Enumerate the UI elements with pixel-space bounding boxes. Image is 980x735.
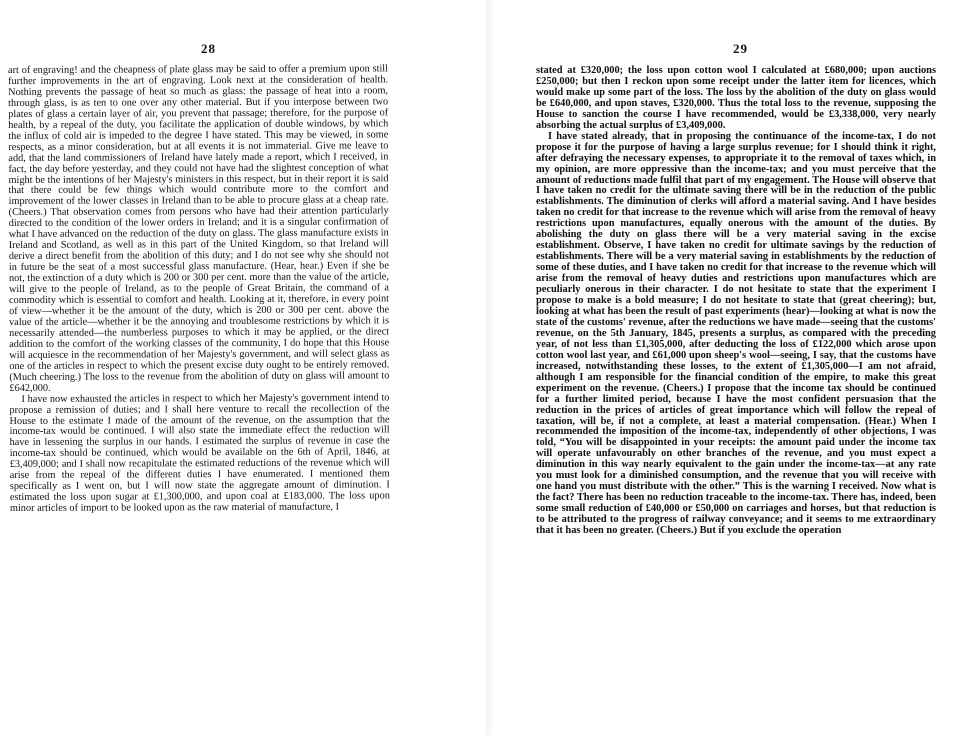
book-gutter — [486, 0, 494, 735]
paragraph: stated at £320,000; the loss upon cotton wool I calculated at £680,000; upon auctions £250,000; but then I reckon upon some receipt under the latter item for licences, which would make up some part of the loss. The loss by the abolition of the duty on glass would be £640,000, and upon staves, £320,000. Thus the total loss to the revenue, supposing the House to sanction the course I have recommended, would be £3,338,000, very nearly absorbing the actual surplus of £3,409,000. — [536, 65, 936, 131]
paragraph: I have stated already, that in proposing the continuance of the income-tax, I do not propose it for the purpose of having a large surplus revenue; for I should think it right, after defraying the necessary expenses, to appropriate it to the removal of taxes which, in my opinion, are more oppressive than the income-tax; and you must perceive that the amount of reductions made fulfil that part of my engagement. The House will observe that I have taken no credit for the ultimate saving there will be in the reduction of the public establishments. The diminution of clerks will afford a material saving. And I have besides taken no credit for that increase to the revenue which will arise from the removal of heavy restrictions upon manufactures, equally onerous with the amount of the duties. By abolishing the duty on glass there will be a very material saving in the excise establishment. Observe, I have taken no credit for ultimate savings by the reduction of establishments. There will be a very material saving in establishments by the reduction of some of these duties, and I have taken no credit for that increase to the revenue which will arise from the removal of heavy duties and restrictions upon manufactures which are peculiarly onerous in their character. I do not hesitate to state that the experiment I propose to make is a bold measure; I do not hesitate to state that (great cheering); but, looking at what has been the result of past experiments (hear)—looking at what is now the state of the customs' revenue, after the reductions we have made—seeing that the customs' revenue, on the 5th January, 1845, presents a surplus, as compared with the preceding year, of not less than £1,305,000, after deducting the loss of £122,000 which arose upon cotton wool last year, and £61,000 upon sheep's wool—seeing, I say, that the customs have increased, notwithstanding these losses, to the extent of £1,305,000—I am not afraid, although I am responsible for the financial condition of the empire, to make this great experiment on the revenue. (Cheers.) I propose that the income tax should be continued for a further limited period, because I have the most confident persuasion that the reduction in the prices of articles of great importance which will follow the repeal of taxation, will be, if not a complete, at least a material compensation. (Hear.) When I recommended the imposition of the income-tax, independently of other objections, I was told, “You will be disappointed in your receipts: the amount paid under the income tax will operate unfavourably on other branches of the revenue, and you must expect a diminution in this way nearly equivalent to the gain under the income-tax—at any rate you must look for a diminished consumption, and the revenue that you will receive with one hand you must distribute with the other.” This is the warning I received. Now what is the fact? There has been no reduction traceable to the income-tax. There has, indeed, been some small reduction of £40,000 or £50,000 on carriages and horses, but that reduction is to be attributed to the progress of railway conveyance; and it seems to me extraordinary that it has been no greater. (Cheers.) But if you exclude the operation — [536, 130, 936, 537]
left-page — [0, 0, 480, 735]
page-number-left: 28 — [201, 41, 216, 56]
paragraph: art of engraving! and the cheapness of plate glass may be said to offer a premium upon still further improvements in the art of engraving. Look next at the consideration of health. Nothing prevents the passage of heat so much as glass: the passage of heat into a room, through glass, is as ten to one over any other material. But if you interpose between two plates of glass a certain layer of air, you prevent that passage; therefore, for the purpose of health, by a repeal of the duty, you facilitate the application of double windows, by which the influx of cold air is impeded to the degree I have stated. This may be viewed, in some respects, as a minor consideration, but at all events it is not immaterial. Give me leave to add, that the land commissioners of Ireland have lately made a report, which I received, in fact, the day before yesterday, and they could not have had the slightest conception of what might be the intentions of her Majesty's ministers in this respect, but in their report it is said that there could be few things which would contribute more to the comfort and improvement of the lower classes in Ireland than to be able to procure glass at a cheap rate. (Cheers.) That observation comes from persons who have had their attention particularly directed to the condition of the lower orders in Ireland; and it is a singular confirmation of what I have advanced on the reduction of the duty on glass. The glass manufacture exists in Ireland and Scotland, as well as in this part of the United Kingdom, so that Ireland will derive a direct benefit from the abolition of this duty; and I do not see why she should not in future be the seat of a most successful glass manufacture. (Hear, hear.) Even if she be not, the extinction of a duty which is 200 or 300 per cent. more than the value of the article, will give to the people of Ireland, as to the people of Great Britain, the command of a commodity which is essential to comfort and health. Looking at it, therefore, in every point of view—whether it be the amount of the duty, which is 200 or 300 per cent. above the value of the article—whether it be the annoying and troublesome restrictions by which it is necessarily attended—the numberless purposes to which it may be applied, or the direct addition to the comfort of the working classes of the community, I do hope that this House will acquiesce in the recommendation of her Majesty's government, and will select glass as one of the articles in respect to which the present excise duty ought to be entirely removed. (Much cheering.) The loss to the revenue from the abolition of duty on glass will amount to £642,000. — [7, 63, 390, 394]
left-page-text — [8, 64, 390, 515]
page-number-right: 29 — [733, 41, 748, 56]
right-page-text — [536, 66, 936, 537]
right-page — [500, 0, 980, 735]
paragraph: I have now exhausted the articles in respect to which her Majesty's government intend to propose a remission of duties; and I shall here venture to recall the recollection of the House to the estimate I made of the amount of the revenue, on the assumption that the income-tax would be continued. I will also state the immediate effect the reduction will have in lessening the surplus in our hands. I estimated the surplus of revenue in case the income-tax should be continued, which would be available on the 6th of April, 1846, at £3,409,000; and I shall now recapitulate the estimated reductions of the revenue which will arise from the repeal of the different duties I have enumerated. I mentioned them specifically as I went on, but I will now state the aggregate amount of diminution. I estimated the loss upon sugar at £1,300,000, and upon coal at £183,000. The loss upon minor articles of import to be looked upon as the raw material of manufacture, I — [9, 391, 390, 515]
